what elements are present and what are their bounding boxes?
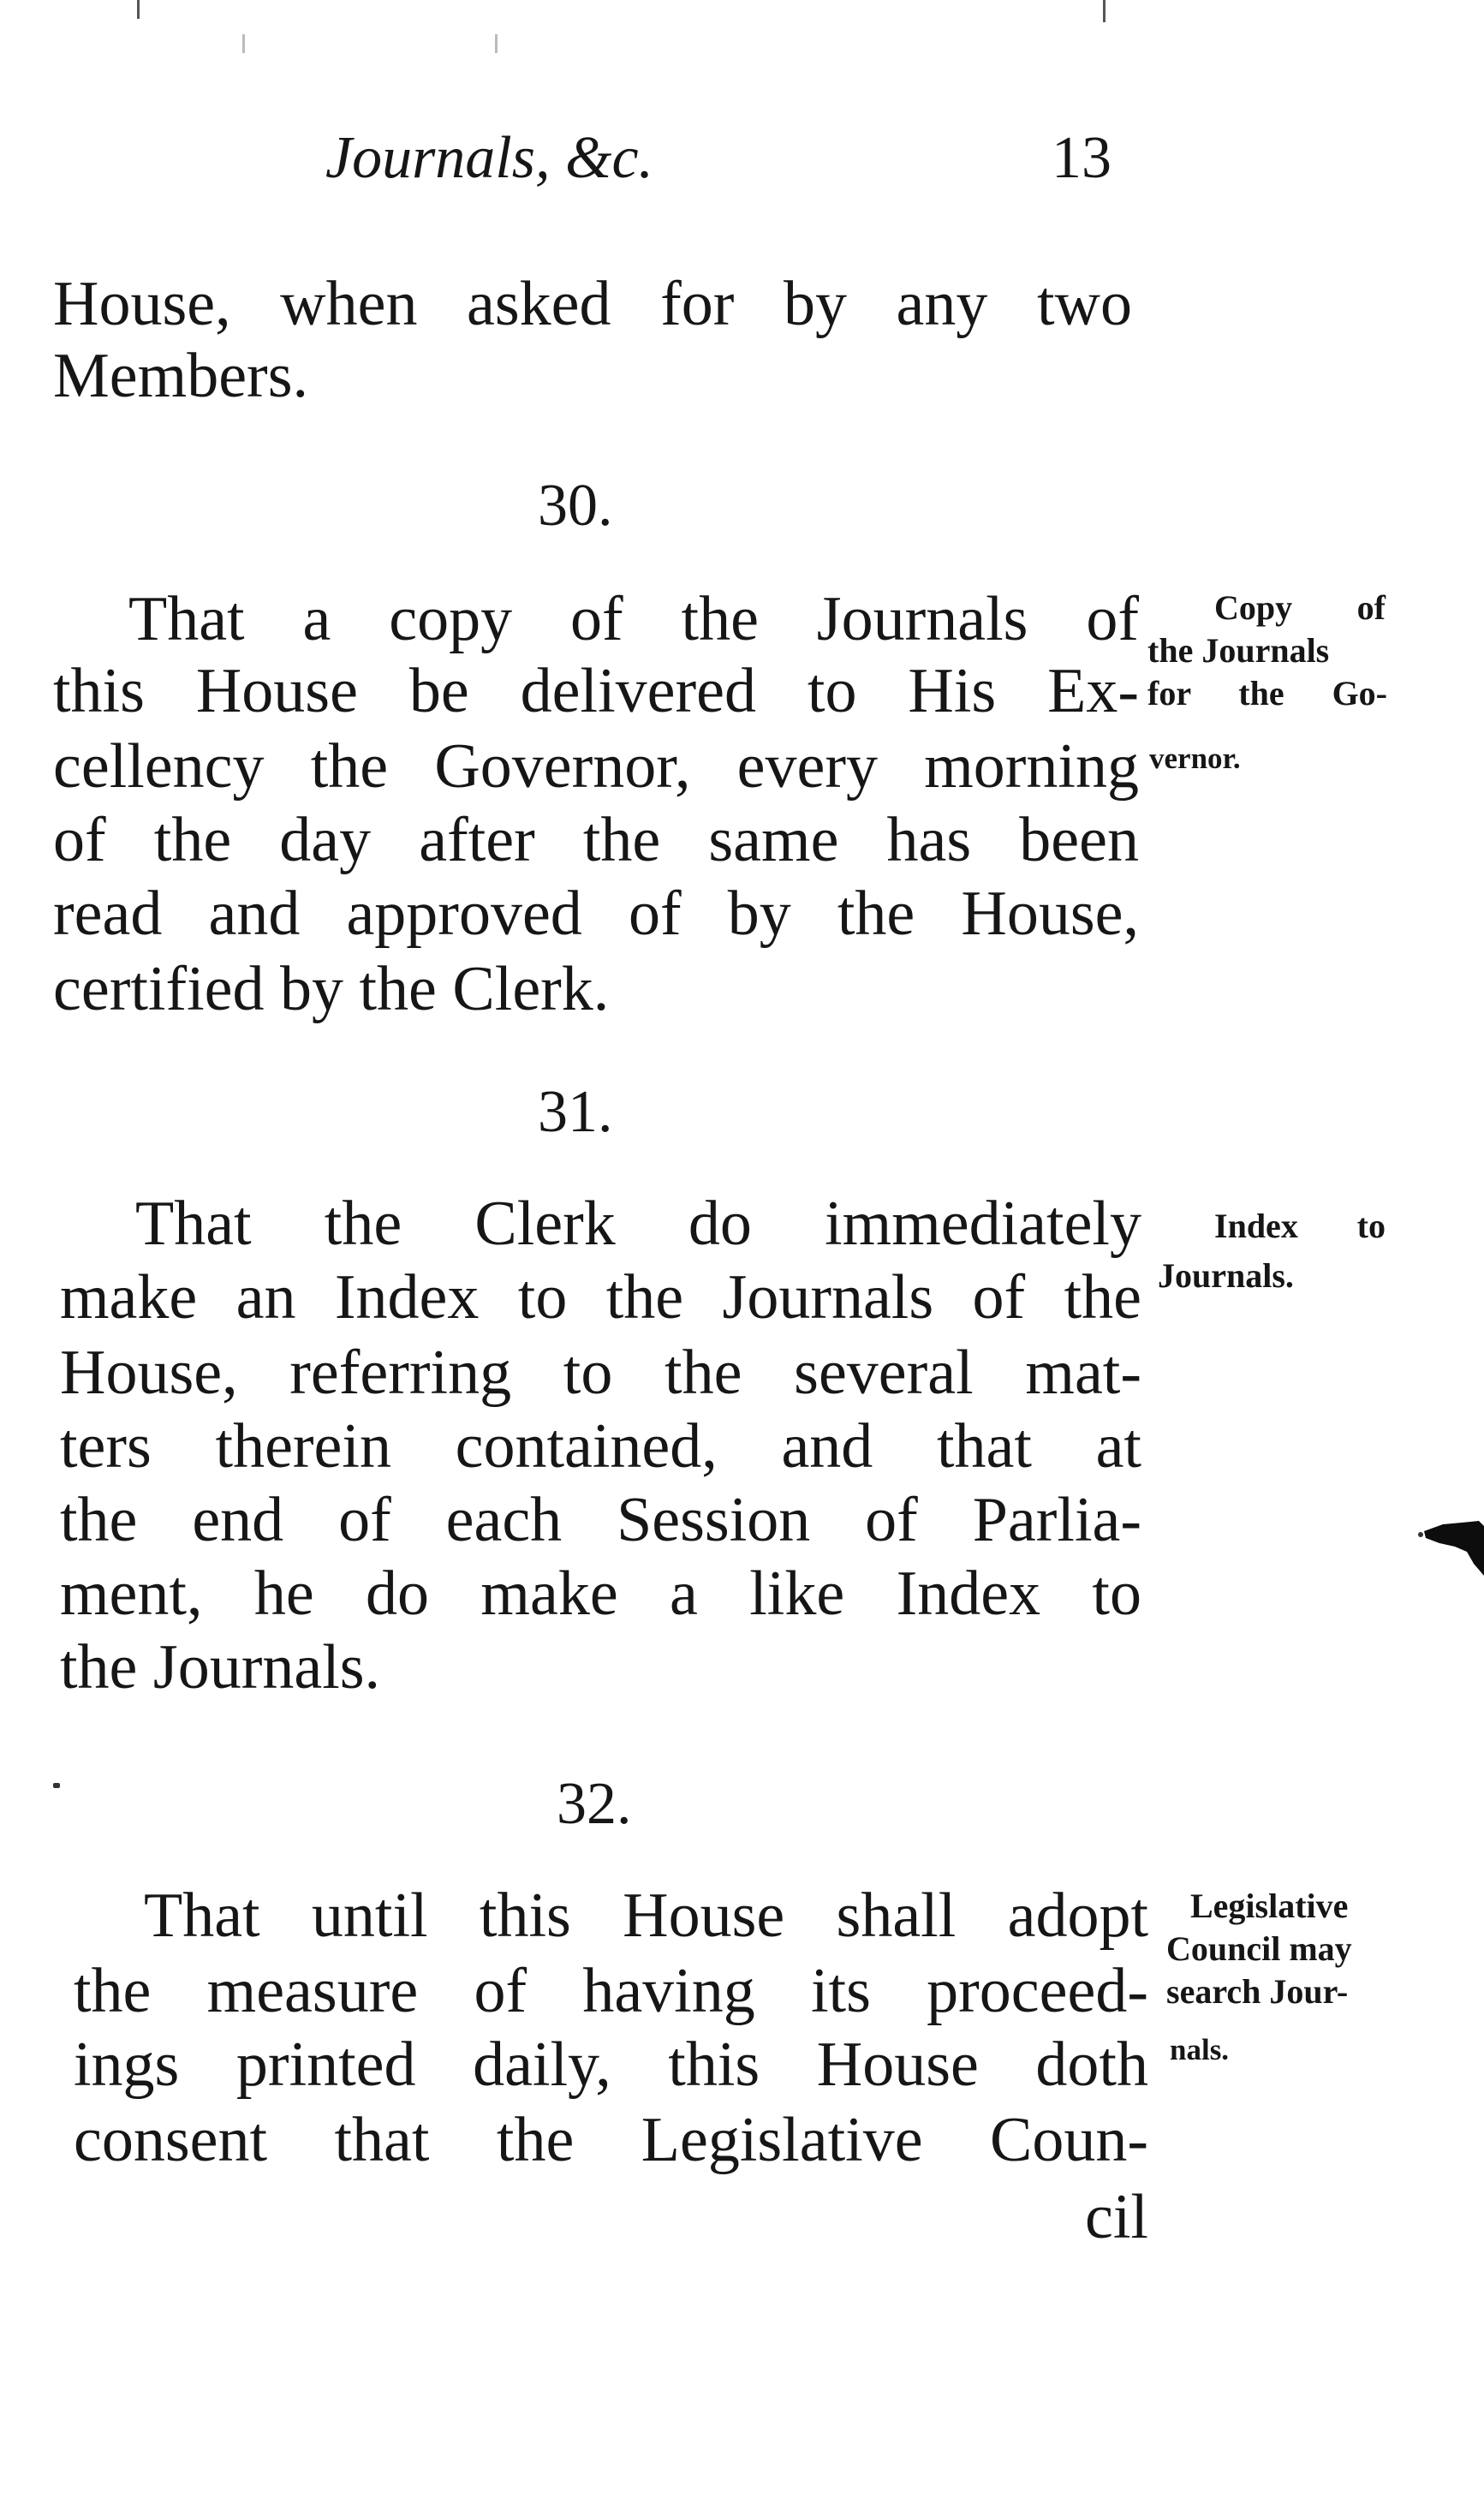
section-number: 31. bbox=[538, 1079, 613, 1145]
body-line: this House be delivered to His Ex- bbox=[53, 656, 1139, 726]
sidenote-line: Copy of bbox=[1214, 588, 1386, 627]
sidenote-line: Council may bbox=[1166, 1929, 1352, 1968]
sidenote-line: for the Go- bbox=[1147, 674, 1387, 712]
sidenote-line: nals. bbox=[1170, 2033, 1230, 2066]
body-line: ters therein contained, and that at bbox=[60, 1411, 1141, 1482]
stray-ink-mark bbox=[53, 1783, 60, 1788]
page-number: 13 bbox=[1052, 125, 1112, 191]
sidenote-line: vernor. bbox=[1149, 742, 1241, 775]
top-edge-mark bbox=[242, 34, 245, 53]
catchword: cil bbox=[1085, 2182, 1148, 2252]
body-line: certified by the Clerk. bbox=[53, 954, 610, 1024]
body-line: ment, he do make a like Index to bbox=[60, 1559, 1141, 1629]
body-line: That until this House shall adopt bbox=[144, 1881, 1148, 1951]
top-edge-mark bbox=[137, 0, 140, 19]
top-edge-mark bbox=[495, 34, 498, 53]
body-line: the end of each Session of Parlia- bbox=[60, 1485, 1141, 1555]
body-line: House, referring to the several mat- bbox=[60, 1338, 1141, 1408]
body-line: of the day after the same has been bbox=[53, 805, 1139, 875]
sidenote-line: search Jour- bbox=[1166, 1972, 1349, 2011]
body-line: consent that the Legislative Coun- bbox=[74, 2105, 1148, 2175]
body-line: ings printed daily, this House doth bbox=[74, 2030, 1148, 2100]
section-number: 32. bbox=[557, 1771, 632, 1837]
running-head: Journals, &c. bbox=[325, 125, 654, 191]
body-line: the measure of having its proceed- bbox=[74, 1956, 1148, 2026]
sidenote-line: Journals. bbox=[1158, 1256, 1294, 1295]
ink-smudge bbox=[1417, 1512, 1484, 1581]
sidenote-line: Legislative bbox=[1190, 1887, 1349, 1925]
body-line: cellency the Governor, every morning bbox=[53, 731, 1139, 802]
body-line: make an Index to the Journals of the bbox=[60, 1262, 1141, 1332]
top-edge-mark bbox=[1103, 0, 1106, 22]
body-line: Members. bbox=[53, 341, 308, 411]
sidenote-line: the Journals bbox=[1147, 631, 1330, 670]
sidenote-line: Index to bbox=[1214, 1207, 1386, 1245]
body-line: the Journals. bbox=[60, 1632, 381, 1702]
body-line: read and approved of by the House, bbox=[53, 879, 1139, 949]
body-line: That a copy of the Journals of bbox=[128, 584, 1139, 654]
body-line: House, when asked for by any two bbox=[53, 269, 1132, 339]
section-number: 30. bbox=[538, 473, 613, 539]
body-line: That the Clerk do immediately bbox=[135, 1189, 1141, 1259]
